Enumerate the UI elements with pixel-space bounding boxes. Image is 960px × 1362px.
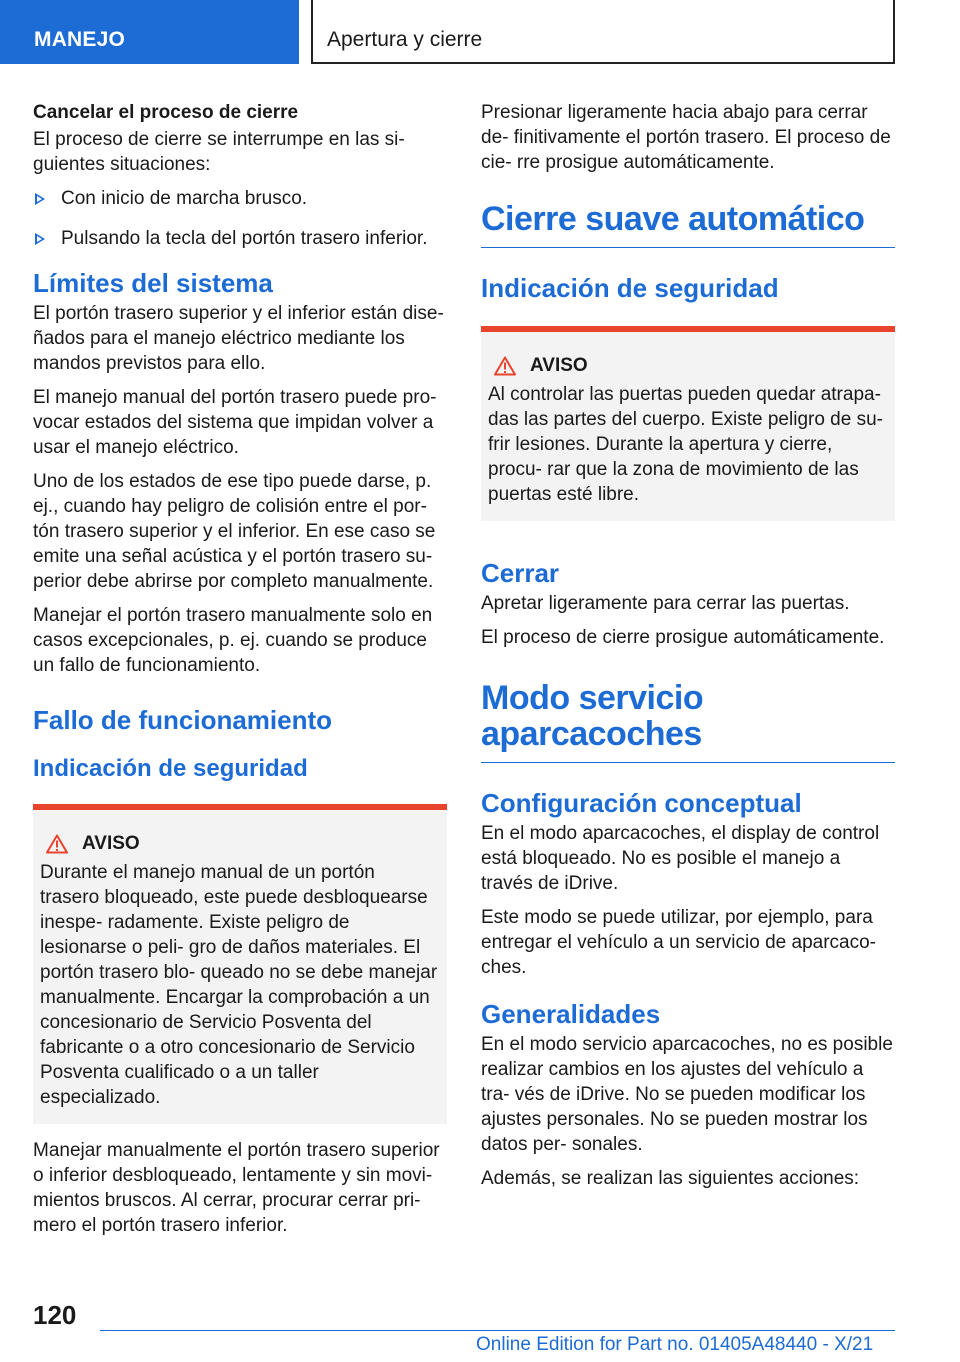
warning-title [494, 354, 887, 378]
warning-label: AVISO [82, 833, 140, 854]
limits-heading: Límites del sistema [33, 268, 273, 298]
list-item [33, 226, 447, 251]
warning-box [481, 326, 895, 521]
cancel-title: Cancelar el proceso de cierre [33, 102, 299, 123]
header-section-label: MANEJO [0, 0, 299, 64]
cancel-intro: El proceso de cierre se interrumpe en las si‐ guientes situaciones: [33, 129, 405, 175]
footer-divider [100, 1330, 895, 1331]
fault-heading: Fallo de funcionamiento [33, 705, 333, 735]
close-heading: Cerrar [481, 558, 560, 588]
close-paragraph-1: Apretar ligeramente para cerrar las puertas. [481, 593, 850, 614]
soft-close-heading: Cierre suave automático [481, 201, 895, 248]
general-paragraph-1: En el modo servicio aparcacoches, no es posible realizar cambios en los ajustes del vehículo a tra‐ vés de iDrive. No se pueden modificar los ajustes personales. No se pueden mostrar los datos per‐ sonales. [481, 1034, 893, 1155]
header-chapter-title: Apertura y cierre [311, 0, 895, 64]
triangle-bullet-icon [35, 193, 45, 205]
list-item [33, 186, 447, 211]
valet-heading: Modo servicio aparcacoches [481, 680, 895, 763]
warning-box [33, 804, 447, 1124]
close-paragraph-2: El proceso de cierre prosigue automáticamente. [481, 627, 885, 648]
warning-title [46, 832, 439, 856]
list-item-text: Con inicio de marcha brusco. [61, 188, 308, 209]
warning-label: AVISO [530, 355, 588, 376]
general-heading: Generalidades [481, 999, 661, 1029]
warning-text: Al controlar las puertas pueden quedar atrapa‐ das las partes del cuerpo. Existe peligro de su‐ frir lesiones. Durante la apertura y cierre, procu‐ rar que la zona de movimiento de las puertas esté libre. [488, 384, 883, 505]
footer-edition: Online Edition for Part no. 01405A48440 - X/21 [476, 1334, 874, 1355]
fault-paragraph-1: Manejar manualmente el portón trasero superior o inferior desbloqueado, lentamente y sin movi‐ mientos bruscos. Al cerrar, procurar cerrar pri‐ mero el portón trasero inferior. [33, 1140, 440, 1236]
right-column [481, 100, 895, 1200]
left-column [33, 100, 447, 1247]
general-paragraph-2: Además, se realizan las siguientes acciones: [481, 1168, 860, 1189]
concept-heading: Configuración conceptual [481, 788, 802, 818]
warning-triangle-icon [494, 356, 516, 376]
list-item-text: Pulsando la tecla del portón trasero inferior. [61, 228, 428, 249]
limits-paragraph-4: Manejar el portón trasero manualmente solo en casos excepcionales, p. ej. cuando se produce un fallo de funcionamiento. [33, 605, 433, 676]
triangle-bullet-icon [35, 233, 45, 245]
concept-paragraph-1: En el modo aparcacoches, el display de control está bloqueado. No es posible el manejo a través de iDrive. [481, 823, 880, 894]
limits-paragraph-2: El manejo manual del portón trasero puede pro‐ vocar estados del sistema que impidan volver a usar el manejo eléctrico. [33, 387, 437, 458]
concept-paragraph-2: Este modo se puede utilizar, por ejemplo, para entregar el vehículo a un servicio de aparcaco‐ ches. [481, 907, 877, 978]
right-safety-heading: Indicación de seguridad [481, 273, 779, 303]
limits-paragraph-1: El portón trasero superior y el inferior están dise‐ ñados para el manejo eléctrico mediante los mandos previstos para ello. [33, 303, 444, 374]
intro-paragraph: Presionar ligeramente hacia abajo para cerrar de‐ finitivamente el portón trasero. El proceso de cie‐ rre prosigue automáticamente. [481, 102, 891, 173]
left-safety-heading: Indicación de seguridad [33, 755, 308, 782]
cancel-list [33, 186, 447, 251]
warning-text: Durante el manejo manual de un portón trasero bloqueado, este puede desbloquearse inespe‐ radamente. Existe peligro de lesionarse o peli‐ gro de daños materiales. El portón trasero blo‐ queado no se debe manejar manualmente. Encargar la comprobación a un concesionario de Servicio Posventa del fabricante o a otro concesionario de Servicio Posventa cualificado o a un taller especializado. [40, 862, 438, 1108]
warning-triangle-icon [46, 834, 68, 854]
limits-paragraph-3: Uno de los estados de ese tipo puede darse, p. ej., cuando hay peligro de colisión entre el por‐ tón trasero superior y el inferior. En ese caso se emite una señal acústica y el portón trasero su‐ perior debe abrirse por completo manualmente. [33, 471, 436, 592]
page-number: 120 [33, 1300, 77, 1330]
